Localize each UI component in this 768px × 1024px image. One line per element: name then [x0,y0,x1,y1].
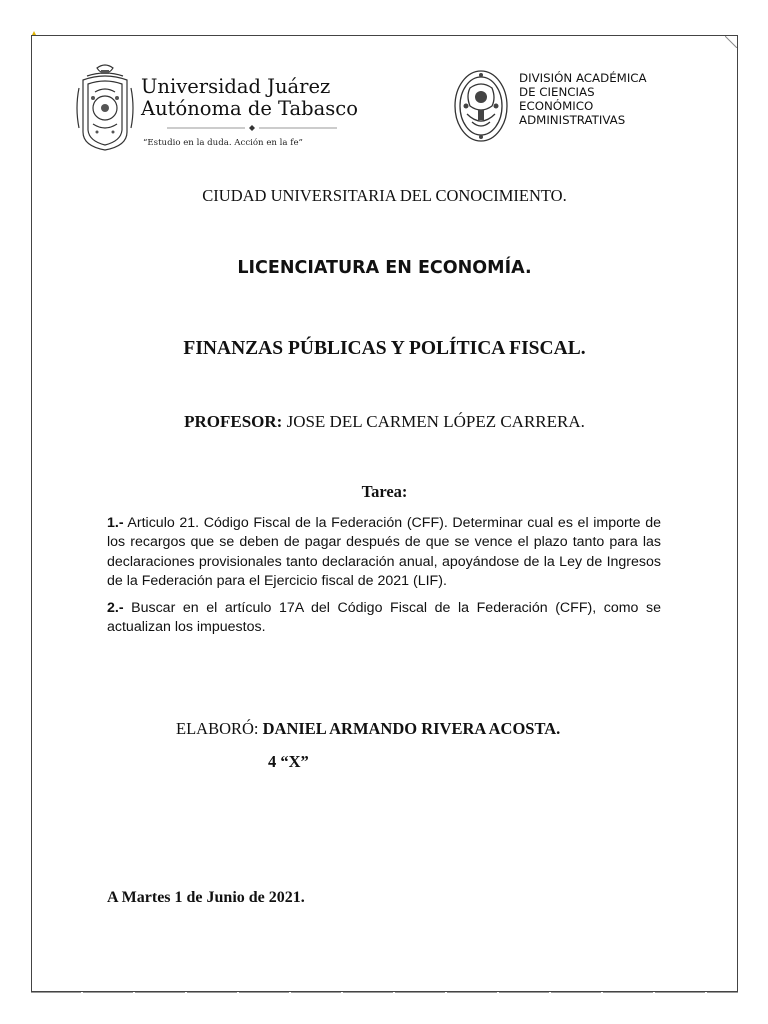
professor-line [31,412,738,432]
division-line-1: DIVISIÓN ACADÉMICA [519,71,647,85]
task-heading: Tarea: [361,482,408,501]
division-name-block [519,71,699,127]
task-item [107,599,661,638]
divider-ornament-icon [167,125,337,131]
university-name-block [141,76,361,148]
daca-seal-icon [452,66,510,144]
degree-heading: LICENCIATURA EN ECONOMÍA. [237,258,532,278]
author-label: ELABORÓ: [176,719,263,738]
course-title: FINANZAS PÚBLICAS Y POLÍTICA FISCAL. [183,338,586,359]
page-fold-icon [725,36,737,48]
task-number: 2.- [107,600,124,617]
author-name: DANIEL ARMANDO RIVERA ACOSTA. [262,719,561,738]
task-list [107,514,661,646]
ujat-crest-icon [75,62,135,152]
university-name-line2: Autónoma de Tabasco [141,97,358,120]
campus-heading: CIUDAD UNIVERSITARIA DEL CONOCIMIENTO. [202,186,567,205]
group-label: 4 “X” [268,752,309,771]
page-bottom-edge [31,992,738,993]
task-item [107,514,661,591]
date-line: A Martes 1 de Junio de 2021. [107,889,305,906]
division-line-4: ADMINISTRATIVAS [519,113,626,127]
university-motto: “Estudio en la duda. Acción en la fe” [143,138,303,148]
division-line-2: DE CIENCIAS [519,85,595,99]
task-text: Buscar en el artículo 17A del Código Fiscal de la Federación (CFF), como se actualizan los impuestos. [107,600,661,636]
task-text: Articulo 21. Código Fiscal de la Federación (CFF). Determinar cual es el importe de los recargos que se deben de pagar después de que se vence el plazo tanto para las declaraciones provisionales tanto declaración anual, apoyándose de la Ley de Ingresos de la Federación para el Ejercicio fiscal de 2021 (LIF). [107,515,661,589]
author-line [176,719,560,739]
division-line-3: ECONÓMICO [519,99,594,113]
professor-name: JOSE DEL CARMEN LÓPEZ CARRERA. [282,412,585,431]
university-name-line1: Universidad Juárez [141,75,331,98]
professor-label: PROFESOR: [184,412,283,431]
task-number: 1.- [107,515,124,531]
